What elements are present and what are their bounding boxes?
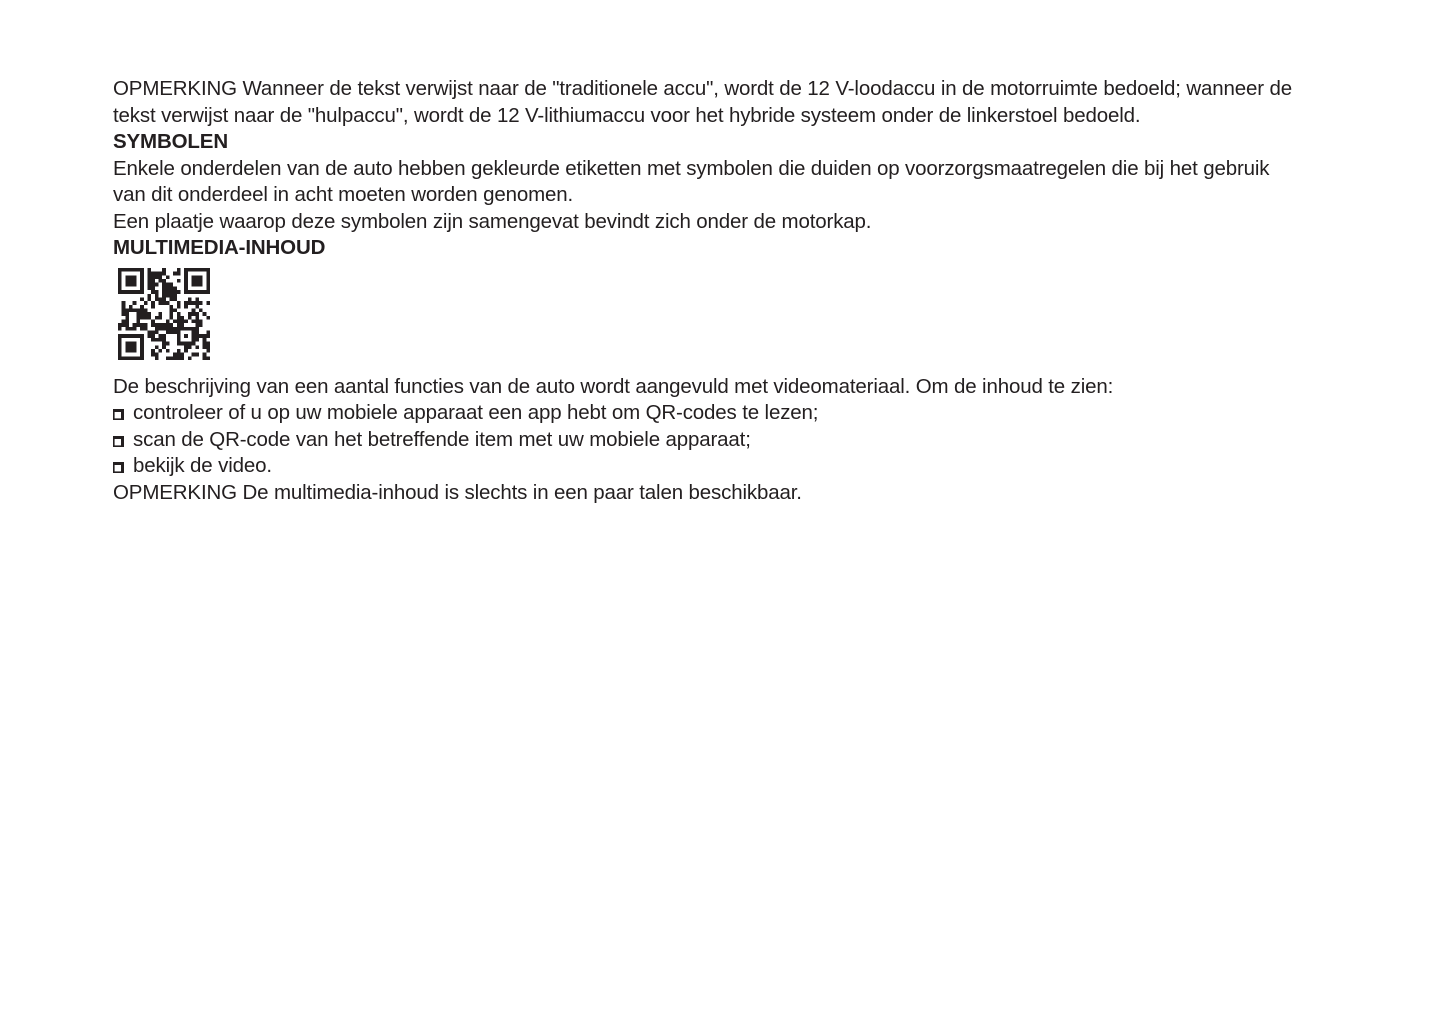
list-item [113, 400, 1293, 427]
note-battery: OPMERKING Wanneer de tekst verwijst naar de "traditionele accu", wordt de 12 V-loodaccu in de motorruimte bedoeld; wanneer de tekst verwijst naar de "hulpaccu", wordt de 12 V-lithiumaccu voor het hybride systeem onder de linkerstoel bedoeld. [113, 77, 1292, 127]
step-text: scan de QR-code van het betreffende item met uw mobiele apparaat; [133, 427, 751, 451]
multimedia-intro: De beschrijving van een aantal functies van de auto wordt aangevuld met videomateriaal. Om de inhoud te zien: [113, 374, 1114, 398]
document-page [113, 76, 1293, 506]
list-item [113, 427, 1293, 454]
list-item [113, 453, 1293, 480]
checkbox-bullet-icon [113, 436, 124, 447]
checkbox-bullet-icon [113, 462, 124, 473]
symbols-paragraph-1: Enkele onderdelen van de auto hebben gekleurde etiketten met symbolen die duiden op voorzorgsmaatregelen die bij het gebruik van dit onderdeel in acht moeten worden genomen. [113, 156, 1270, 206]
multimedia-heading: MULTIMEDIA-INHOUD [113, 236, 326, 259]
step-text: bekijk de video. [133, 454, 272, 477]
checkbox-bullet-icon [113, 409, 124, 420]
symbols-paragraph-2: Een plaatje waarop deze symbolen zijn samengevat bevindt zich onder de motorkap. [113, 209, 872, 233]
steps-list [113, 400, 1293, 480]
symbols-heading: SYMBOLEN [113, 130, 228, 153]
note-multimedia: OPMERKING De multimedia-inhoud is slechts in een paar talen beschikbaar. [113, 480, 802, 504]
qr-code-icon[interactable] [118, 268, 218, 368]
step-text: controleer of u op uw mobiele apparaat een app hebt om QR-codes te lezen; [133, 401, 819, 424]
